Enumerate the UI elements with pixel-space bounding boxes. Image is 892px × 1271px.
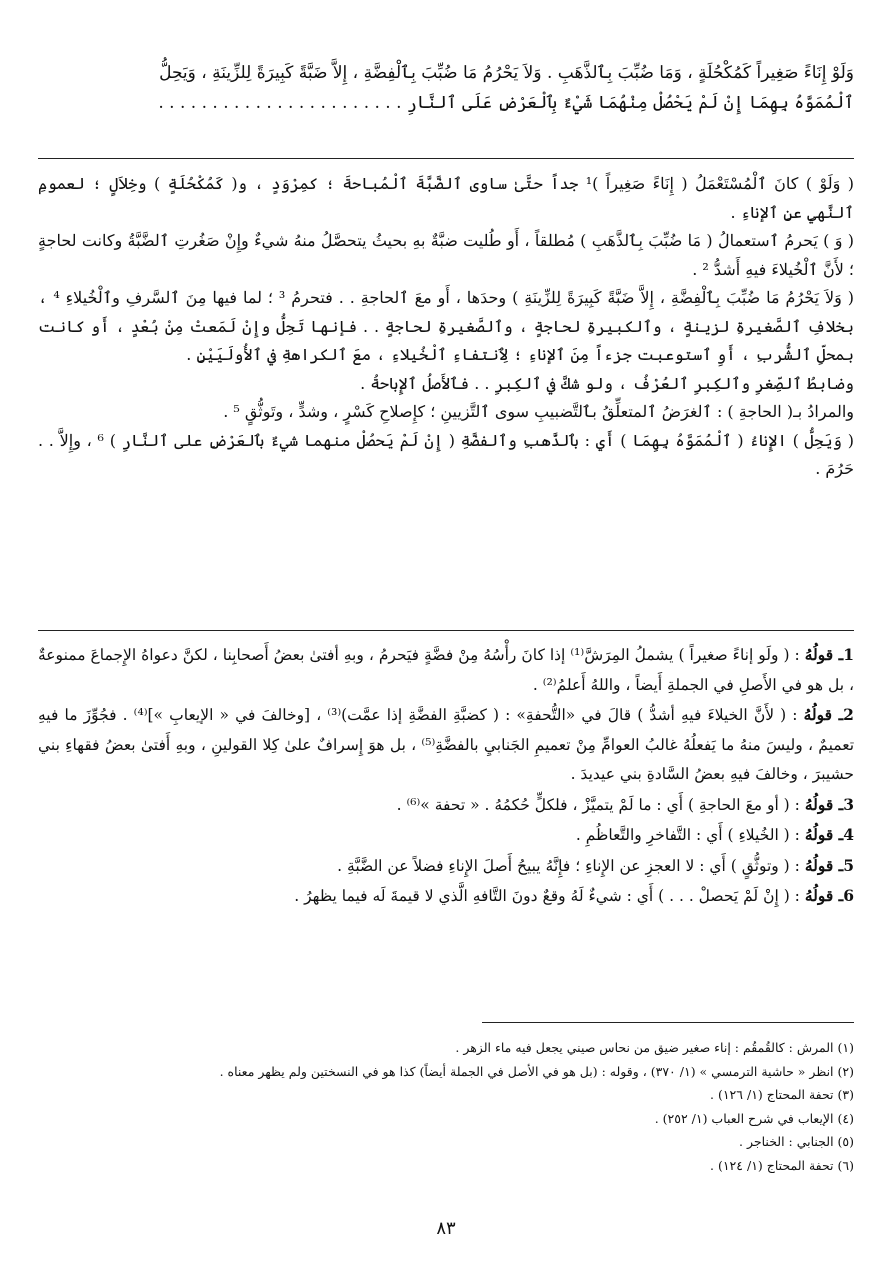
gloss-label: 6ـ قولُهُ bbox=[804, 886, 854, 905]
divider-main bbox=[38, 158, 854, 159]
footnote: (١) المرش : كالقُمقُم : إناء صغير ضيق من نحاس صيني يجعل فيه ماء الزهر . bbox=[455, 1040, 854, 1055]
commentary-paragraph: ( وَلَوْ ) كانَ ٱلْمُسْتَعْمَلُ ( إِنَاءً صَغِيراً )¹ جداً حتَّىٰ ساوى ٱلضَّبَّةَ ٱلْمُباحةَ ؛ كمِرْوَدٍ ، و( كَمُكْحُلَةٍ ) وخِلاَلٍ ؛ لعمومِ ٱلنَّهيِ عنِ ٱلإناءِ . bbox=[38, 174, 855, 222]
gloss-item bbox=[38, 820, 854, 851]
gloss-text: : ( لأَنَّ الخيلاءَ فيهِ أشدُّ ) قالَ في «التُّحفةِ» : ( كضبَّةِ الفضَّةِ إذا عمَّت)⁽³⁾ ، [وخالفَ في « الإيعابِ »]⁽⁴⁾ . فجُوِّزَ ما فيهِ تعميمٌ ، وليسَ منهُ ما يَفعلُهُ غالبُ العوامِّ مِنْ تعميمِ الجَنابيِ بالفضَّةِ⁽⁵⁾ ، بل هوَ إِسرافٌ علىٰ كِلا القولينِ ، وبهِ أَفتىٰ بعضُ فقهاءِ بني حشيبرَ ، وخالفَ فيهِ بعضُ السَّادةِ بني عيديدَ . bbox=[38, 706, 855, 783]
gloss-item bbox=[38, 640, 854, 700]
footnote: (٦) تحفة المحتاج (١/ ١٢٤) . bbox=[710, 1157, 854, 1173]
gloss-label: 5ـ قولُهُ bbox=[804, 855, 854, 875]
main-text-line: ٱلْمُمَوَّهُ بِهِمَا إِنْ لَمْ يَحْصُلْ مِنْهُمَا شَيْءٌ بِٱلْعَرْضِ عَلَى ٱلنَّارِ . . . . . . . . . . . . . . . . . . . . . . . bbox=[158, 93, 854, 113]
gloss-label: 3ـ قولُهُ bbox=[804, 794, 854, 814]
gloss-item bbox=[38, 851, 854, 882]
glosses-section bbox=[38, 640, 854, 912]
commentary-paragraph: ( وَ ) يَحرمُ ٱستعمالُ ( مَا ضُبِّبَ بِٱلذَّهَبِ ) مُطلقاً ، أَو طُليت ضبَّةٌ بهِ بحيثُ يتحصَّلُ منهُ شيءٌ وإِنْ صَغُرتِ ٱلضَّبَّةُ وكانت لحاجةٍ ؛ لأَنَّ ٱلْخُيلاءَ فيهِ أَشدُّ ² . bbox=[38, 231, 854, 279]
gloss-text: : ( وتوثُّقٍ ) أَي : لا العجزِ عن الإِناءِ ؛ فإِنَّهُ يبيحُ أَصلَ الإِناءِ فضلاً عن الضَّبَّةِ . bbox=[337, 856, 805, 875]
gloss-item bbox=[38, 881, 854, 912]
commentary-section bbox=[38, 170, 854, 484]
book-page bbox=[38, 0, 854, 1271]
gloss-label: 1ـ قولُهُ bbox=[804, 645, 854, 664]
gloss-text: : ( إِنْ لَمْ يَحصلْ . . . ) أَي : شيءٌ لَهُ وقعٌ دونَ التَّافهِ الَّذي لا قيمةَ لَه فيما يظهرُ . bbox=[294, 887, 805, 905]
gloss-label: 2ـ قولُهُ bbox=[803, 705, 854, 724]
commentary-paragraph: ( وَيَحِلُّ ) الإِناءُ ( ٱلْمُمَوَّهُ بِهِمَا ) أَي : بٱلذَّهبِ وٱلفضَّةِ ( إِنْ لَمْ يَحصُلْ منهما شيءٌ بٱلعَرْضِ على ٱلنَّارِ ) ⁶ ، وإِلاَّ . . حَرُمَ . bbox=[38, 430, 855, 478]
gloss-text: : ( ولَو إناءً صغيراً ) يشملُ المِرَشَّ⁽¹⁾ إذا كانَ رأْسُهُ مِنْ فضَّةٍ فيَحرمُ ، وبهِ أفتىٰ بعضُ أَصحابِنا ، لكنَّ دعواهُ الإِجماعَ ممنوعةٌ ، بل هو في الأَصلِ في الجملةِ أَيضاً ، واللهُ أَعلمُ⁽²⁾ . bbox=[38, 646, 854, 694]
gloss-item bbox=[38, 700, 854, 790]
main-text bbox=[38, 58, 854, 118]
gloss-label: 4ـ قولُهُ bbox=[804, 825, 854, 844]
divider-commentary bbox=[38, 630, 854, 631]
footnotes-section bbox=[38, 1036, 854, 1177]
divider-footnotes bbox=[482, 1022, 854, 1023]
gloss-item bbox=[38, 790, 854, 821]
commentary-paragraph: والمرادُ بـ( الحاجةِ ) : ٱلغرَضُ ٱلمتعلِّقُ بٱلتَّضبيبِ سوى ٱلتَّزيينِ ؛ كإِصلاحِ كَسْرٍ ، وشدٍّ ، وتَوثُّقٍ ⁵ . bbox=[223, 402, 854, 421]
commentary-paragraph: ( وَلاَ يَحْرُمُ مَا ضُبِّبَ بِٱلْفِضَّةِ ، إِلاَّ ضَبَّةً كَبِيرَةً لِلزِّينَةِ ) وحدَها ، أَو معَ ٱلحاجةِ . . فتحرمُ ³ ؛ لما فيها مِنَ ٱلسَّرفِ وٱلْخُيلاءِ ⁴ ، بخلافِ ٱلصَّغيرةِ لزينةٍ ، وٱلكبيرةِ لحاجةٍ ، وٱلصَّغيرةِ لحاجةٍ . . فإنها تَحِلُّ وإِنْ لَمَعتْ مِنْ بُعْدٍ ، أَو كانت بمحلِّ ٱلشُّربِ ، أَوِ ٱستوعبت جزءاً مِنَ ٱلإناءِ ؛ لِٱنتفاءِ ٱلْخُيلاءِ ، معَ ٱلكراهةِ في ٱلأُولَيَيْنِ . bbox=[38, 288, 854, 364]
gloss-text: : ( الخُيلاءِ ) أَي : التَّفاخرِ والتَّعاظُمِ . bbox=[575, 826, 805, 844]
footnote: (٥) الجنابي : الخناجر . bbox=[739, 1134, 854, 1149]
main-text-line: وَلَوْ إِنَاءً صَغِيراً كَمُكْحُلَةٍ ، وَمَا ضُبِّبَ بِٱلذَّهَبِ . وَلاَ يَحْرُمُ مَا ضُبِّبَ بِٱلْفِضَّةِ ، إِلاَّ ضَبَّةً كَبِيرَةً لِلزِّينَةِ ، وَيَحِلُّ bbox=[159, 63, 854, 83]
footnote: (٣) تحفة المحتاج (١/ ١٢٦) . bbox=[710, 1087, 854, 1102]
footnote: (٤) الإيعاب في شرح العباب (١/ ٢٥٢) . bbox=[654, 1110, 854, 1126]
page-number: ٨٣ bbox=[436, 1218, 456, 1239]
gloss-text: : ( أو معَ الحاجةِ ) أَي : ما لَمْ يتميَّزْ ، فلكلٍّ حُكمُهُ . « تحفة »⁽⁶⁾ . bbox=[396, 795, 805, 814]
commentary-paragraph: وضابطُ ٱلصِّغرِ وٱلكِبرِ ٱلعُرْفُ ، ولو شكَّ في ٱلكِبرِ . . فٱلأَصلُ ٱلإِباحةُ . bbox=[360, 373, 854, 393]
footnote: (٢) انظر « حاشية الترمسي » (١/ ٣٧٠) ، وقوله : (بل هو في الأصل في الجملة أيضاً) كذا هو في النسختين ولم يظهر معناه . bbox=[219, 1063, 854, 1079]
